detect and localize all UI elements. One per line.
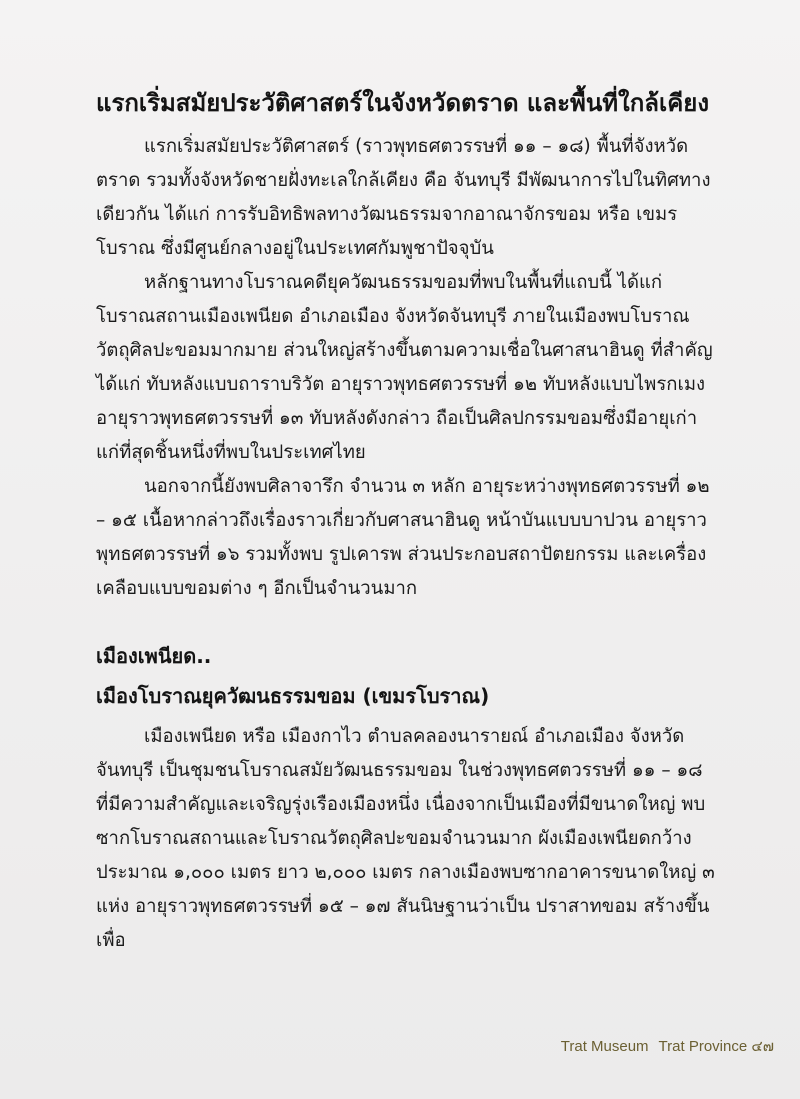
footer-province: Trat Province [658,1038,748,1055]
section-subheading: เมืองโบราณยุควัฒนธรรมขอม (เขมรโบราณ) [96,684,490,708]
paragraph: นอกจากนี้ยังพบศิลาจารึก จำนวน ๓ หลัก อายุระหว่างพุทธศตวรรษที่ ๑๒ – ๑๕ เนื้อหากล่าวถึงเรื่องราวเกี่ยวกับศาสนาฮินดู หน้าบันแบบบาปวน อายุราวพุทธศตวรรษที่ ๑๖ รวมทั้งพบ รูปเคารพ ส่วนประกอบสถาปัตยกรรม และเครื่องเคลือบแบบขอมต่าง ๆ อีกเป็นจำนวนมาก [96,476,710,599]
paragraph: แรกเริ่มสมัยประวัติศาสตร์ (ราวพุทธศตวรรษที่ ๑๑ – ๑๘) พื้นที่จังหวัดตราด รวมทั้งจังหวัดชายฝั่งทะเลใกล้เคียง คือ จันทบุรี มีพัฒนาการไปในทิศทางเดียวกัน ได้แก่ การรับอิทธิพลทางวัฒนธรรมจากอาณาจักรขอม หรือ เขมรโบราณ ซึ่งมีศูนย์กลางอยู่ในประเทศกัมพูชาปัจจุบัน [96,136,711,259]
section-heading: เมืองเพนียด.. [96,644,212,668]
page-footer [561,1034,774,1058]
section-heading: แรกเริ่มสมัยประวัติศาสตร์ในจังหวัดตราด และพื้นที่ใกล้เคียง [96,89,710,117]
footer-museum: Trat Museum [560,1038,649,1055]
paragraph: หลักฐานทางโบราณคดียุควัฒนธรรมขอมที่พบในพื้นที่แถบนี้ ได้แก่ โบราณสถานเมืองเพนียด อำเภอเมือง จังหวัดจันทบุรี ภายในเมืองพบโบราณวัตถุศิลปะขอมมากมาย ส่วนใหญ่สร้างขึ้นตามความเชื่อในศาสนาฮินดู ที่สำคัญ ได้แก่ ทับหลังแบบถาราบริวัต อายุราวพุทธศตวรรษที่ ๑๒ ทับหลังแบบไพรกเมง อายุราวพุทธศตวรรษที่ ๑๓ ทับหลังดังกล่าว ถือเป็นศิลปกรรมขอมซึ่งมีอายุเก่าแก่ที่สุดชิ้นหนึ่งที่พบในประเทศไทย [96,272,713,463]
section-penyiad [96,640,716,958]
page-content [96,86,716,958]
page-number: ๔๗ [751,1038,774,1055]
paragraph: เมืองเพนียด หรือ เมืองกาไว ตำบลคลองนารายณ์ อำเภอเมือง จังหวัดจันทบุรี เป็นชุมชนโบราณสมัยวัฒนธรรมขอม ในช่วงพุทธศตวรรษที่ ๑๑ – ๑๘ ที่มีความสำคัญและเจริญรุ่งเรืองเมืองหนึ่ง เนื่องจากเป็นเมืองที่มีขนาดใหญ่ พบซากโบราณสถานและโบราณวัตถุศิลปะขอมจำนวนมาก ผังเมืองเพนียดกว้างประมาณ ๑,๐๐๐ เมตร ยาว ๒,๐๐๐ เมตร กลางเมืองพบซากอาคารขนาดใหญ่ ๓ แห่ง อายุราวพุทธศตวรรษที่ ๑๕ – ๑๗ สันนิษฐานว่าเป็น ปราสาทขอม สร้างขึ้นเพื่อ [96,726,715,951]
